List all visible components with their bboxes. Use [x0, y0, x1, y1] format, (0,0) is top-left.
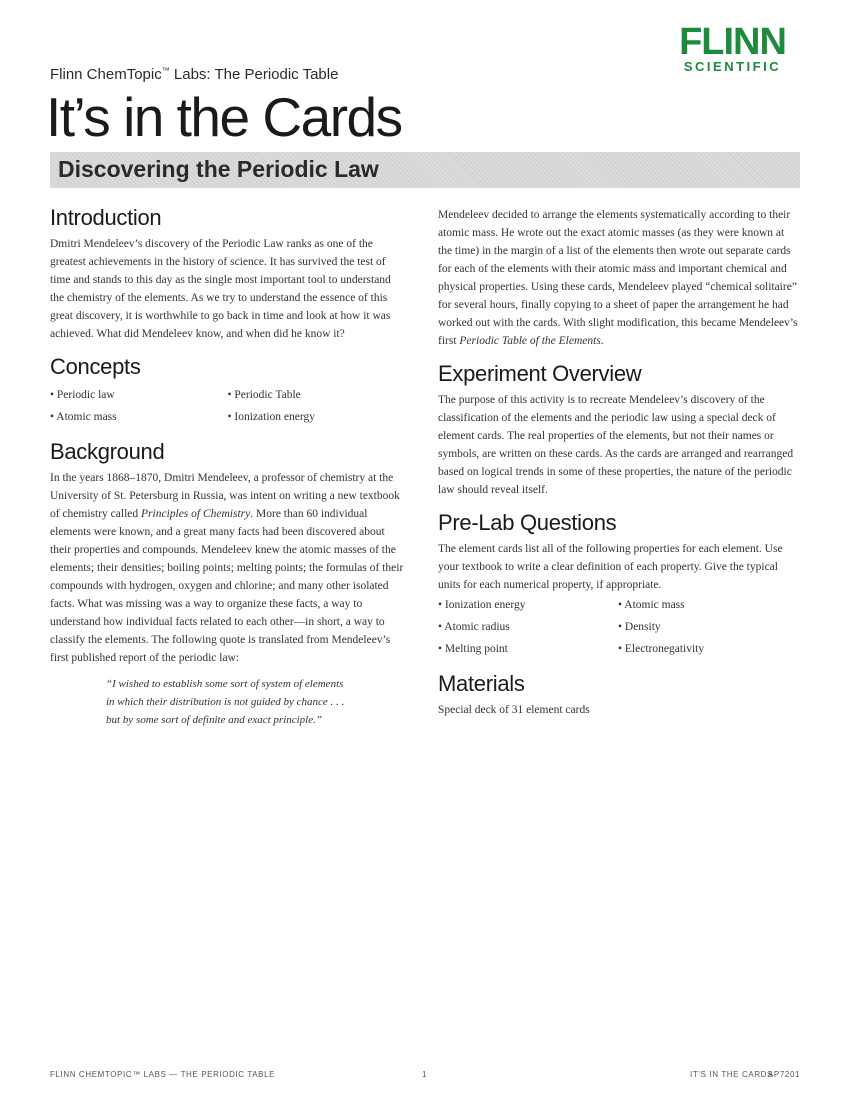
book-title: Principles of Chemistry [141, 508, 251, 520]
footer-title: IT’S IN THE CARDS [690, 1070, 773, 1079]
background-text-end: . More than 60 individual elements were known, and a great many facts had been discovered about their properties and compounds. Mendeleev knew the atomic masses of the elements; their densities; boiling points; melting points; the formulas of their compounds with hydrogen, oxygen and chlorine; and many other isolated facts. What was missing was a way to organize these facts, a way to understand how individual facts related to each other—in short, a way to classify the elements. The following quote is translated from Mendeleev’s first published report of the periodic law: [50, 508, 404, 664]
background-heading: Background [50, 439, 165, 464]
page-subtitle: Discovering the Periodic Law [58, 156, 379, 182]
experiment-overview-heading: Experiment Overview [438, 361, 642, 386]
series-line [50, 66, 338, 83]
footer-series: FLINN CHEMTOPIC™ LABS — THE PERIODIC TABLE [50, 1070, 276, 1079]
property-item: • Atomic mass [618, 599, 685, 611]
logo-wordmark: FLINN [679, 21, 786, 63]
quote-line: “I wished to establish some sort of system of elements [106, 678, 344, 690]
introduction-section [50, 204, 405, 343]
prelab-properties-list [438, 594, 798, 660]
concepts-section [50, 353, 405, 428]
periodic-table-title: Periodic Table of the Elements [459, 335, 601, 347]
subtitle-banner [50, 152, 800, 188]
flinn-scientific-logo [660, 21, 805, 74]
quote-line: but by some sort of definite and exact principle.” [106, 714, 322, 726]
page-title: It’s in the Cards [46, 86, 402, 148]
continuation-text-end: . [600, 335, 604, 347]
trademark-mark: ™ [161, 66, 170, 75]
left-column [50, 204, 405, 739]
property-item: • Atomic radius [438, 621, 510, 633]
experiment-overview-section [438, 360, 798, 499]
property-item: • Density [618, 621, 661, 633]
concepts-list [50, 384, 405, 428]
introduction-text: Dmitri Mendeleev’s discovery of the Periodic Law ranks as one of the greatest achievements in the history of science. It has survived the test of time and stands to this day as the single most important tool to understand the chemistry of the elements. As we try to understand the essence of this great discovery, it is worthwhile to go back in time and look at how it was achieved. What did Mendeleev know, and when did he know it? [50, 238, 391, 340]
experiment-overview-text: The purpose of this activity is to recreate Mendeleev’s discovery of the classification of the elements and the periodic law using a special deck of element cards. The real properties of the elements, but not their names or symbols, are written on these cards. As the cards are arranged and rearranged based on logical trends in some of these properties, the nature of the periodic law should reveal itself. [438, 394, 794, 496]
continuation-section [438, 206, 798, 350]
continuation-text [438, 206, 798, 350]
catalog-code: AP7201 [768, 1070, 801, 1079]
background-text-start: In the years 1868–1870, Dmitri Mendeleev, a professor of chemistry at the University of St. Petersburg in Russia, was intent on writing a new textbook of chemistry called [50, 472, 400, 520]
concept-item: • Periodic law [50, 389, 115, 401]
concepts-heading: Concepts [50, 354, 141, 379]
background-text [50, 469, 405, 667]
background-section [50, 438, 405, 729]
introduction-heading: Introduction [50, 205, 162, 230]
prelab-text: The element cards list all of the following properties for each element. Use your textbook to write a clear definition of each property. Give the typical units for each numerical property, if appropriate. [438, 543, 783, 591]
page-footer [50, 1070, 800, 1084]
property-item: • Electronegativity [618, 643, 705, 655]
materials-text: Special deck of 31 element cards [438, 704, 590, 716]
property-item: • Melting point [438, 643, 508, 655]
page-number: 1 [422, 1070, 428, 1079]
property-item: • Ionization energy [438, 599, 526, 611]
continuation-text-start: Mendeleev decided to arrange the elements systematically according to their atomic mass. He wrote out the exact atomic masses (as they were known at the time) in the margin of a list of the elements then wrote out separate cards for each of the elements with their atomic mass and important chemical and physical properties. Using these cards, Mendeleev played “chemical solitaire” for several hours, finally copying to a sheet of paper the arrangement he had worked out with the cards. With slight modification, this became Mendeleev’s first [438, 209, 798, 347]
concept-item: • Atomic mass [50, 411, 117, 423]
series-suffix: Labs: The Periodic Table [169, 66, 339, 83]
series-name: Flinn ChemTopic [50, 66, 162, 83]
concept-item: • Ionization energy [227, 411, 315, 423]
mendeleev-quote [106, 675, 405, 729]
logo-subtext: SCIENTIFIC [683, 59, 782, 74]
materials-section [438, 670, 798, 719]
right-column [438, 206, 798, 729]
prelab-heading: Pre-Lab Questions [438, 510, 617, 535]
quote-line: in which their distribution is not guided by chance . . . [106, 696, 345, 708]
prelab-section [438, 509, 798, 660]
materials-heading: Materials [438, 671, 525, 696]
concept-item: • Periodic Table [227, 389, 301, 401]
